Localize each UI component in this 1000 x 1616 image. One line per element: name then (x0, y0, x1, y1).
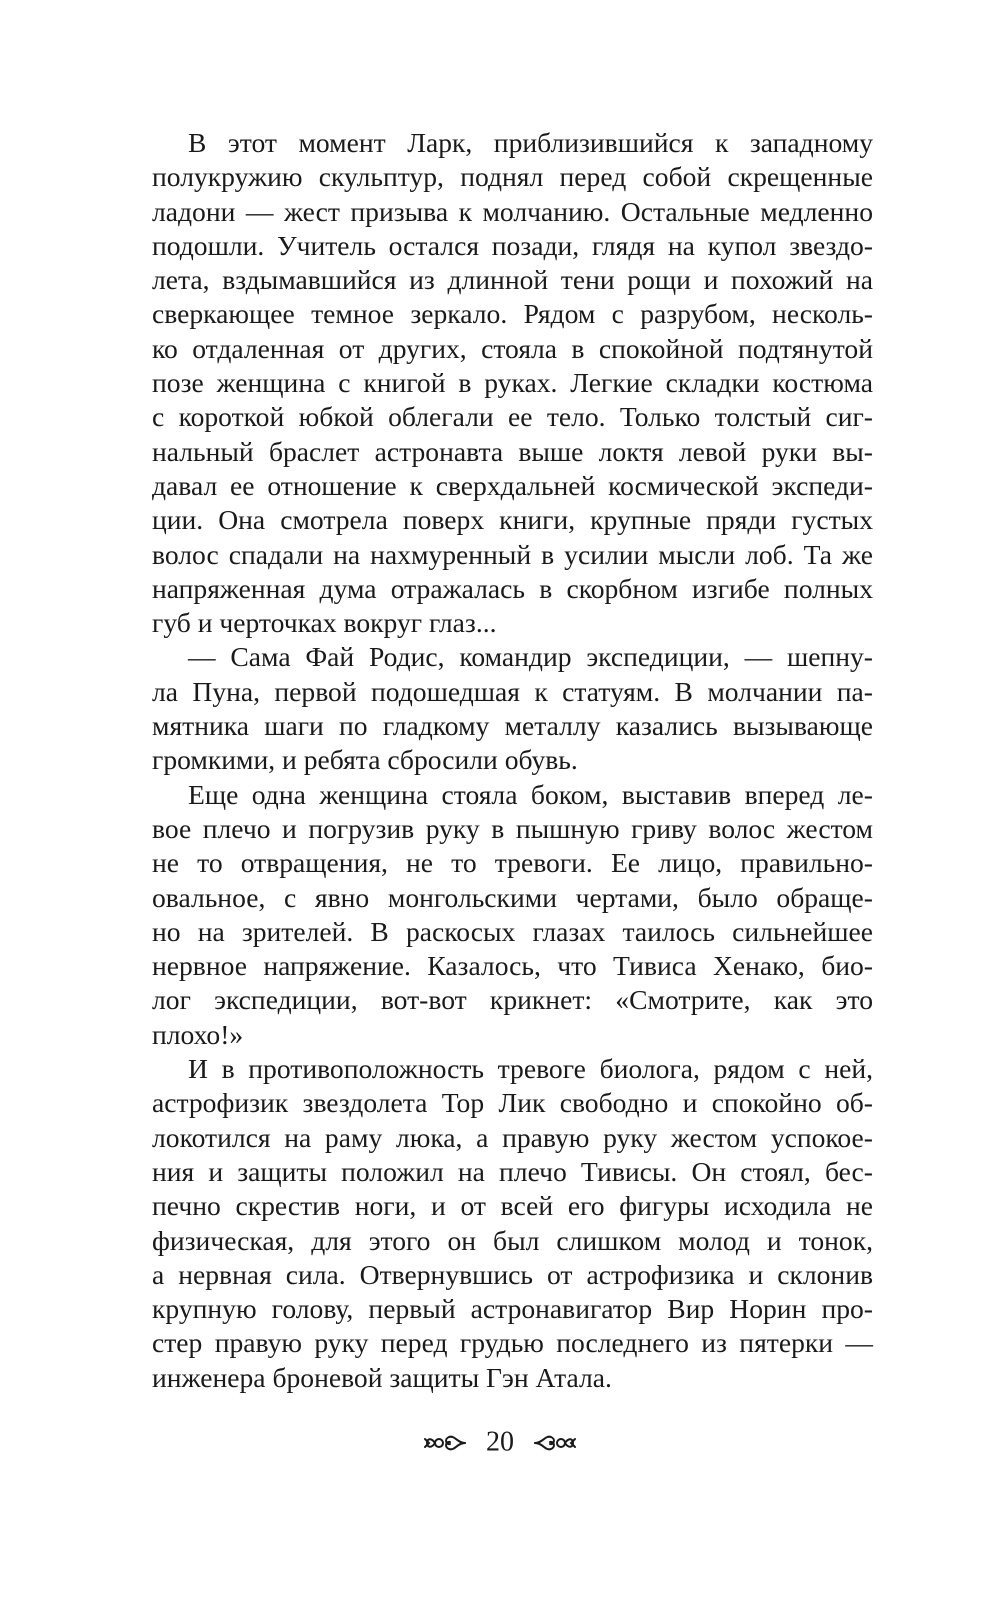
text-line: плохо!» (152, 1018, 244, 1050)
text-line: сверкающее темное зеркало. Рядом с разрубом, несколь- (152, 298, 873, 330)
text-line: не то отвращения, не то тревоги. Ее лицо, правильно- (152, 847, 873, 879)
text-line: нервное напряжение. Казалось, что Тивиса Хенако, био- (152, 950, 873, 982)
text-line: мятника шаги по гладкому металлу казались вызывающе (152, 710, 873, 742)
text-line: но на зрителей. В раскосых глазах таилось сильнейшее (152, 915, 873, 947)
text-line: нальный браслет астронавта выше локтя левой руки вы- (152, 435, 873, 467)
text-line: полукружию скульптур, поднял перед собой скрещенные (152, 161, 873, 193)
fleuron-right-icon (531, 1431, 579, 1455)
text-line: печно скрестив ноги, и от всей его фигуры исходила не (152, 1190, 873, 1222)
text-line: губ и черточках вокруг глаз... (152, 607, 497, 639)
text-line: Еще одна женщина стояла боком, выставив вперед ле- (188, 778, 873, 810)
text-line: лог экспедиции, вот-вот крикнет: «Смотрите, как это (152, 984, 873, 1016)
text-line: подошли. Учитель остался позади, глядя на купол звездо- (152, 229, 873, 261)
text-line: ко отдаленная от других, стояла в спокойной подтянутой (152, 332, 873, 364)
text-line: физическая, для этого он был слишком молод и тонок, (152, 1224, 873, 1256)
page-number: 20 (486, 1426, 514, 1458)
fleuron-left-icon (421, 1431, 469, 1455)
text-line: инженера броневой защиты Гэн Атала. (152, 1361, 612, 1393)
text-line: крупную голову, первый астронавигатор Вир Норин про- (152, 1293, 873, 1325)
text-line: волос спадали на нахмуренный в усилии мысли лоб. Та же (152, 538, 873, 570)
text-line: В этот момент Ларк, приблизившийся к западному (188, 127, 873, 158)
text-line: вое плечо и погрузив руку в пышную гриву волос жестом (152, 812, 873, 844)
text-line: давал ее отношение к сверхдальней космической экспеди- (152, 469, 873, 501)
text-line: стер правую руку перед грудью последнего из пятерки — (152, 1327, 873, 1359)
text-line: ладони — жест призыва к молчанию. Остальные медленно (152, 195, 873, 227)
text-line: лета, вздымавшийся из длинной тени рощи и похожий на (152, 264, 873, 296)
body-text (152, 126, 873, 1395)
page-footer (0, 1424, 1000, 1460)
text-line: И в противоположность тревоге биолога, рядом с ней, (188, 1053, 873, 1085)
text-line: локотился на раму люка, а правую руку жестом успокое- (152, 1121, 873, 1153)
text-line: напряженная дума отражалась в скорбном изгибе полных (152, 572, 873, 604)
text-line: — Сама Фай Родис, командир экспедиции, — шепну- (188, 641, 873, 673)
text-line: громкими, и ребята сбросили обувь. (152, 744, 578, 776)
text-line: ния и защиты положил на плечо Тивисы. Он стоял, бес- (152, 1155, 873, 1187)
text-line: ции. Она смотрела поверх книги, крупные пряди густых (152, 504, 873, 536)
text-line: ла Пуна, первой подошедшая к статуям. В молчании па- (152, 675, 873, 707)
text-line: а нервная сила. Отвернувшись от астрофизика и склонив (152, 1258, 873, 1290)
text-line: с короткой юбкой облегали ее тело. Только толстый сиг- (152, 401, 873, 433)
text-line: овальное, с явно монгольскими чертами, было обраще- (152, 881, 873, 913)
text-line: астрофизик звездолета Тор Лик свободно и спокойно об- (152, 1087, 873, 1119)
text-line: позе женщина с книгой в руках. Легкие складки костюма (152, 367, 873, 399)
